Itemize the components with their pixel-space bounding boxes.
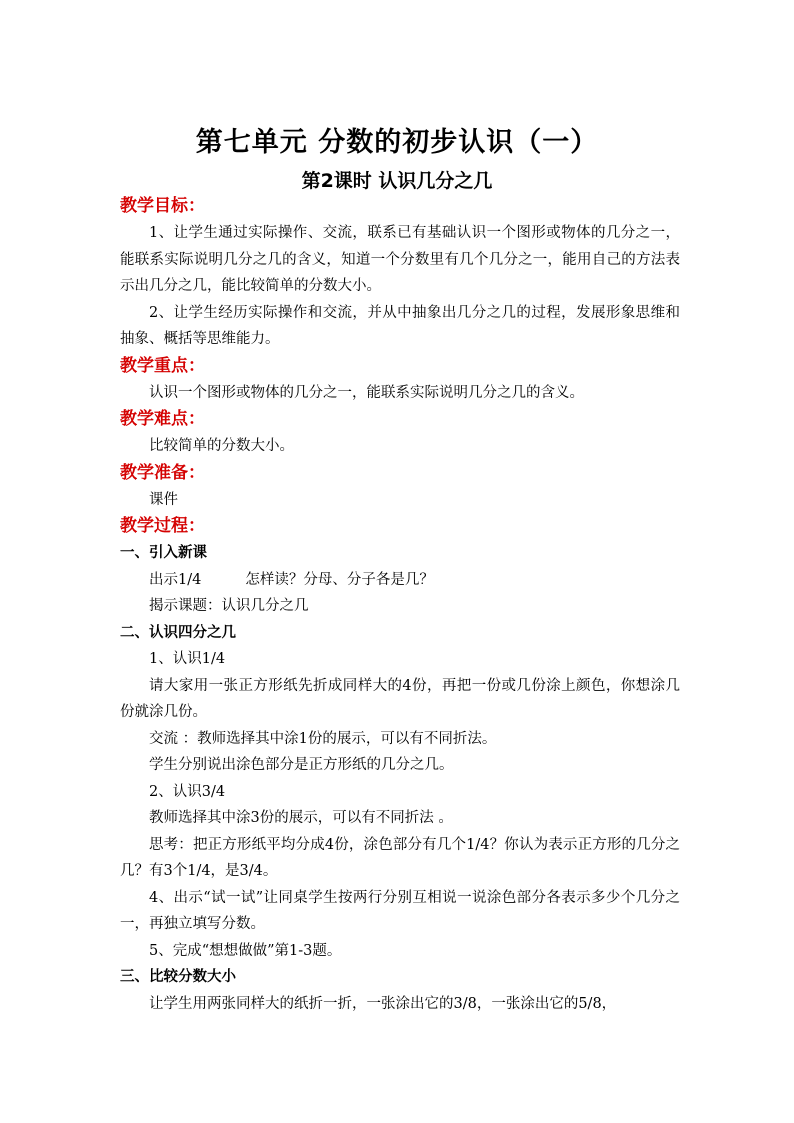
- part3-text: 让学生用两张同样大的纸折一折，一张涂出它的3/8，一张涂出它的5/8，: [149, 995, 617, 1012]
- unit-title: 第七单元 分数的初步认识（一）: [195, 127, 599, 158]
- lesson-subtitle: 第2课时 认识几分之几: [301, 170, 493, 192]
- part1-reveal-line: 揭示课题：认识几分之几: [149, 598, 309, 614]
- key-points-text: 认识一个图形或物体的几分之一，能联系实际说明几分之几的含义。: [149, 384, 584, 401]
- part2-line: 2、认识3/4: [149, 783, 226, 800]
- part2-heading: 二、认识四分之几: [120, 624, 236, 641]
- part3-heading: 三、比较分数大小: [120, 969, 236, 985]
- part1-show-line: [120, 567, 680, 594]
- show-question-text: 怎样读？分母、分子各是几？: [245, 571, 434, 588]
- lesson-content: [120, 193, 680, 1017]
- difficulty-heading: 教学难点：: [120, 409, 205, 429]
- part2-line: 请大家用一张正方形纸先折成同样大的4份，再把一份或几份涂上颜色，你想涂几份就涂几份。: [120, 677, 680, 720]
- goal-item-2: 2、让学生经历实际操作和交流，并从中抽象出几分之几的过程，发展形象思维和抽象、概括等思维能力。: [120, 304, 680, 347]
- key-points-heading: 教学重点：: [120, 355, 205, 376]
- part2-line: 学生分别说出涂色部分是正方形纸的几分之几。: [149, 757, 454, 773]
- goal-item-1: 1、让学生通过实际操作、交流，联系已有基础认识一个图形或物体的几分之一，能联系实际说明几分之几的含义，知道一个分数里有几个几分之一，能用自己的方法表示出几分之几，能比较简单的分数大小。: [120, 225, 680, 294]
- difficulty-text: 比较简单的分数大小。: [149, 438, 294, 454]
- part2-line: 教师选择其中涂3份的展示，可以有不同折法 。: [149, 810, 453, 826]
- preparation-heading: 教学准备：: [120, 462, 205, 483]
- process-heading: 教学过程：: [120, 516, 205, 536]
- part2-line: 思考：把正方形纸平均分成4份，涂色部分有几个1/4？你认为表示正方形的几分之几？有3个1/4，是3/4。: [120, 836, 680, 879]
- part2-line: 4、出示“试一试”让同桌学生按两行分别互相说一说涂色部分各表示多少个几分之一，再独立填写分数。: [120, 889, 680, 932]
- show-fraction-text: 出示1/4: [149, 571, 202, 588]
- preparation-text: 课件: [149, 491, 178, 508]
- part2-line: 交流 ：教师选择其中涂1份的展示，可以有不同折法。: [149, 730, 497, 747]
- part2-line: 1、认识1/4: [149, 651, 226, 667]
- part2-line: 5、完成“想想做做”第1-3题。: [149, 942, 342, 959]
- goals-heading: 教学目标：: [120, 196, 205, 216]
- part1-heading: 一、引入新课: [120, 545, 207, 561]
